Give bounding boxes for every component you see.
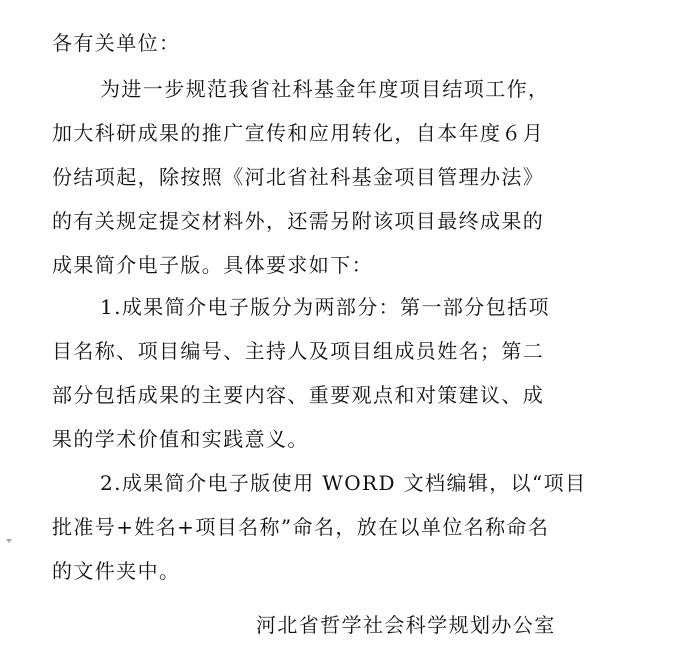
salutation: 各有关单位：	[52, 31, 181, 55]
paragraph-1-line-3: 份结项起，除按照《河北省社科基金项目管理办法》	[52, 165, 545, 189]
paragraph-1-line-4: 的有关规定提交材料外，还需另附该项目最终成果的	[52, 209, 545, 233]
paragraph-1-line-1: 为进一步规范我省社科基金年度项目结项工作，	[100, 77, 550, 101]
paragraph-2-line-4: 果的学术价值和实践意义。	[52, 427, 309, 451]
margin-marker-icon	[6, 539, 12, 543]
paragraph-2-line-1: 1.成果简介电子版分为两部分：第一部分包括项	[100, 295, 550, 319]
paragraph-1-line-2: 加大科研成果的推广宣传和应用转化，自本年度６月	[52, 121, 545, 145]
paragraph-1-line-5: 成果简介电子版。具体要求如下：	[52, 253, 373, 277]
paragraph-3-line-2: 批准号+姓名+项目名称”命名，放在以单位名称命名	[52, 515, 550, 539]
paragraph-2-line-2: 目名称、项目编号、主持人及项目组成员姓名；第二	[52, 339, 545, 363]
paragraph-3-line-1: 2.成果简介电子版使用 WORD 文档编辑，以“项目	[100, 471, 587, 495]
paragraph-2-line-3: 部分包括成果的主要内容、重要观点和对策建议、成	[52, 383, 545, 407]
paragraph-3-line-3: 的文件夹中。	[52, 559, 181, 583]
signature: 河北省哲学社会科学规划办公室	[256, 613, 556, 637]
